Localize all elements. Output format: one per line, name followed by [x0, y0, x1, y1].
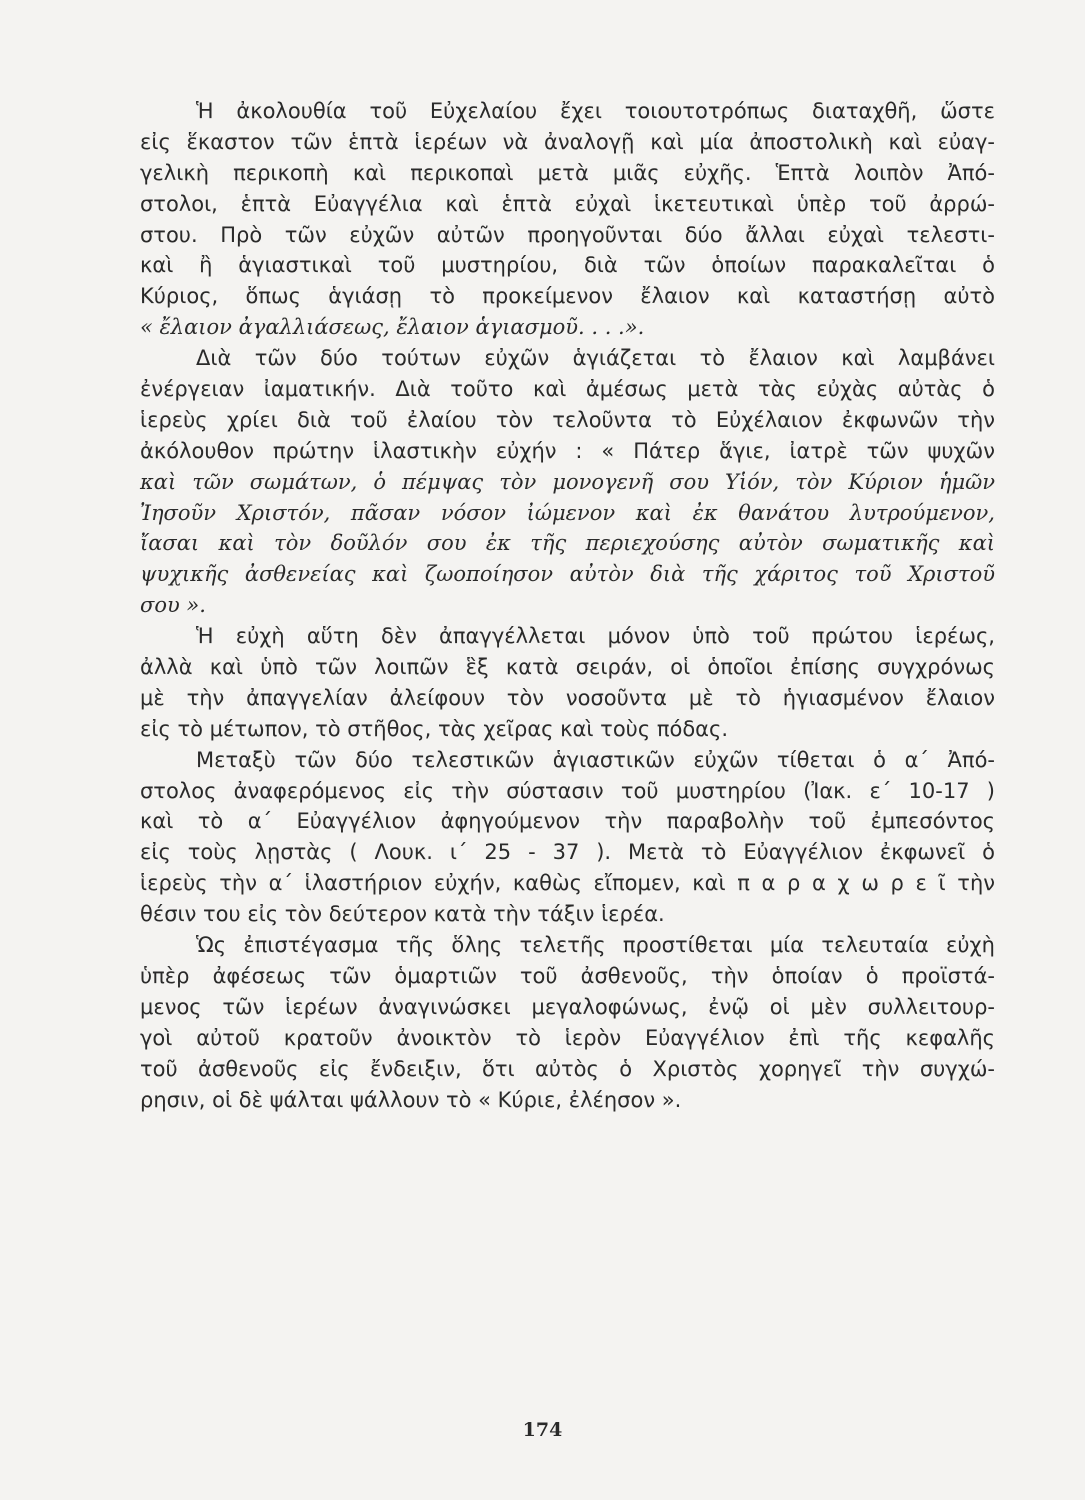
text-line: θέσιν του εἰς τὸν δεύτερον κατὰ τὴν τάξιν ἱερέα. — [140, 902, 665, 927]
text-line: ἱερεὺς τὴν α΄ ἱλαστήριον εὐχήν, καθὼς εἴπομεν, καὶ π α ρ α χ ω ρ ε ῖ τὴν — [140, 871, 995, 896]
text-line: Διὰ τῶν δύο τούτων εὐχῶν ἁγιάζεται τὸ ἔλαιον καὶ λαμβάνει — [196, 346, 995, 371]
text-line: ἀλλὰ καὶ ὑπὸ τῶν λοιπῶν ἓξ κατὰ σειράν, οἱ ὁποῖοι ἐπίσης συγχρόνως — [140, 655, 995, 680]
text-line: σου ». — [140, 593, 206, 618]
body-text — [140, 96, 995, 1115]
text-line: καὶ ἢ ἁγιαστικαὶ τοῦ μυστηρίου, διὰ τῶν ὁποίων παρακαλεῖται ὁ — [140, 253, 995, 278]
text-line: ἀκόλουθον πρώτην ἱλαστικὴν εὐχήν : « Πάτερ ἅγιε, ἰατρὲ τῶν ψυχῶν — [140, 438, 995, 463]
text-line: στολος ἀναφερόμενος εἰς τὴν σύστασιν τοῦ μυστηρίου (Ἰακ. ε΄ 10-17 ) — [140, 778, 995, 803]
text-line: ὑπὲρ ἀφέσεως τῶν ὁμαρτιῶν τοῦ ἀσθενοῦς, τὴν ὁποίαν ὁ προϊστά- — [140, 963, 995, 988]
text-line: ἐνέργειαν ἰαματικήν. Διὰ τοῦτο καὶ ἀμέσως μετὰ τὰς εὐχὰς αὐτὰς ὁ — [140, 377, 995, 402]
text-line: Ἡ εὐχὴ αὕτη δὲν ἀπαγγέλλεται μόνον ὑπὸ τοῦ πρώτου ἱερέως, — [196, 624, 995, 649]
text-line: εἰς τὸ μέτωπον, τὸ στῆθος, τὰς χεῖρας καὶ τοὺς πόδας. — [140, 716, 729, 741]
text-line: ἱερεὺς χρίει διὰ τοῦ ἐλαίου τὸν τελοῦντα τὸ Εὐχέλαιον ἐκφωνῶν τὴν — [140, 407, 995, 432]
text-line: τοῦ ἀσθενοῦς εἰς ἔνδειξιν, ὅτι αὐτὸς ὁ Χριστὸς χορηγεῖ τὴν συγχώ- — [140, 1056, 995, 1081]
text-line: Ἰησοῦν Χριστόν, πᾶσαν νόσον ἰώμενον καὶ ἐκ θανάτου λυτρούμενον, — [140, 500, 995, 525]
page-number: 174 — [522, 1419, 563, 1441]
text-line: στολοι, ἑπτὰ Εὐαγγέλια καὶ ἑπτὰ εὐχαὶ ἱκετευτικαὶ ὑπὲρ τοῦ ἀρρώ- — [140, 191, 995, 216]
text-line: ψυχικῆς ἀσθενείας καὶ ζωοποίησον αὐτὸν διὰ τῆς χάριτος τοῦ Χριστοῦ — [140, 562, 995, 587]
text-line: Μεταξὺ τῶν δύο τελεστικῶν ἁγιαστικῶν εὐχῶν τίθεται ὁ α΄ Ἀπό- — [196, 747, 995, 772]
text-line: ἴασαι καὶ τὸν δοῦλόν σου ἐκ τῆς περιεχούσης αὐτὸν σωματικῆς καὶ — [140, 531, 995, 556]
text-line: εἰς τοὺς λῃστὰς ( Λουκ. ι΄ 25 - 37 ). Μετὰ τὸ Εὐαγγέλιον ἐκφωνεῖ ὁ — [140, 840, 995, 865]
text-line: στου. Πρὸ τῶν εὐχῶν αὐτῶν προηγοῦνται δύο ἄλλαι εὐχαὶ τελεστι- — [140, 222, 995, 247]
text-line: μενος τῶν ἱερέων ἀναγινώσκει μεγαλοφώνως, ἐνῷ οἱ μὲν συλλειτουρ- — [140, 994, 995, 1019]
text-line: Ὡς ἐπιστέγασμα τῆς ὅλης τελετῆς προστίθεται μία τελευταία εὐχὴ — [196, 933, 995, 958]
text-line: καὶ τῶν σωμάτων, ὁ πέμψας τὸν μονογενῆ σου Υἱόν, τὸν Κύριον ἡμῶν — [140, 469, 995, 494]
text-line: Ἡ ἀκολουθία τοῦ Εὐχελαίου ἔχει τοιουτοτρόπως διαταχθῆ, ὥστε — [196, 99, 995, 123]
text-line: καὶ τὸ α΄ Εὐαγγέλιον ἀφηγούμενον τὴν παραβολὴν τοῦ ἐμπεσόντος — [140, 809, 995, 834]
text-line: Κύριος, ὅπως ἁγιάσῃ τὸ προκείμενον ἔλαιον καὶ καταστήσῃ αὐτὸ — [140, 284, 995, 309]
text-line: μὲ τὴν ἀπαγγελίαν ἀλείφουν τὸν νοσοῦντα μὲ τὸ ἡγιασμένον ἔλαιον — [140, 685, 995, 710]
text-line: γελικὴ περικοπὴ καὶ περικοπαὶ μετὰ μιᾶς εὐχῆς. Ἑπτὰ λοιπὸν Ἀπό- — [140, 160, 995, 185]
text-line: ρησιν, οἱ δὲ ψάλται ψάλλουν τὸ « Κύριε, ἐλέησον ». — [140, 1087, 682, 1112]
text-line: « ἔλαιον ἀγαλλιάσεως, ἔλαιον ἁγιασμοῦ. . . .». — [140, 315, 645, 340]
text-line: γοὶ αὐτοῦ κρατοῦν ἀνοικτὸν τὸ ἱερὸν Εὐαγγέλιον ἐπὶ τῆς κεφαλῆς — [140, 1025, 995, 1050]
text-line: εἰς ἕκαστον τῶν ἑπτὰ ἱερέων νὰ ἀναλογῇ καὶ μία ἀποστολικὴ καὶ εὐαγ- — [140, 129, 995, 154]
